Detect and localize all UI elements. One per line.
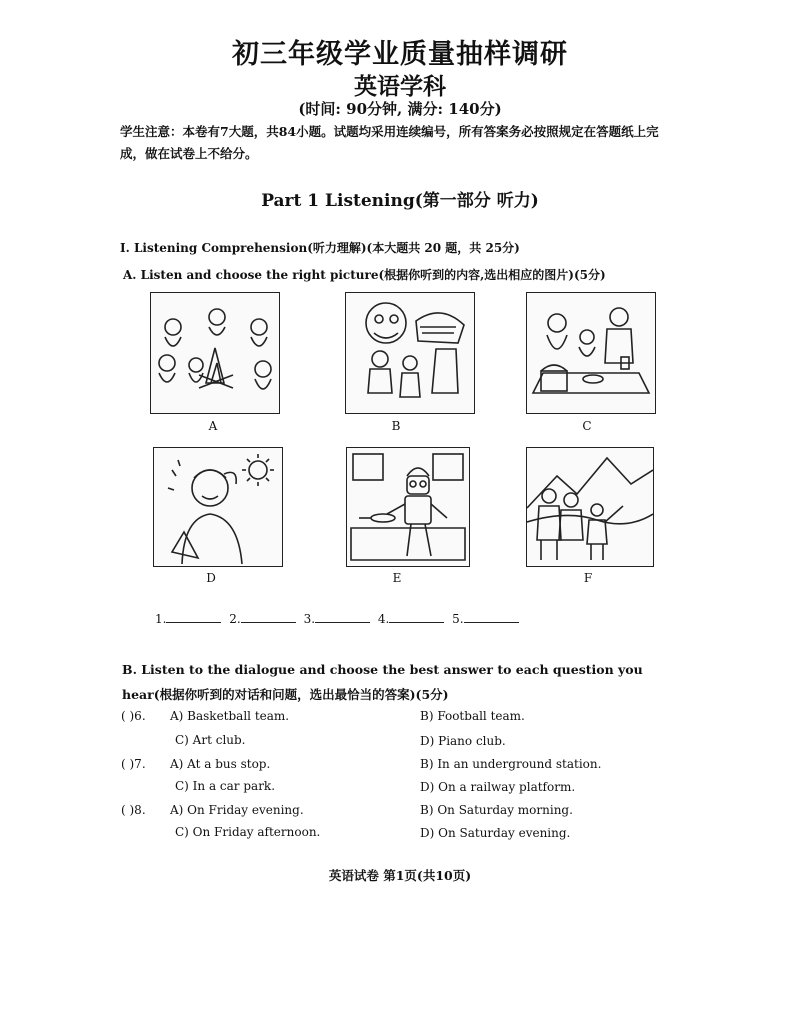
question-8-option-d: D) On Saturday evening. <box>420 826 571 840</box>
question-7-option-b: B) In an underground station. <box>420 757 602 771</box>
blank-label-4: 4. <box>377 612 390 626</box>
page-footer: 英语试卷 第1页(共10页) <box>328 868 472 883</box>
picture-label-b: B <box>391 419 401 433</box>
question-7-option-a: A) At a bus stop. <box>170 757 271 771</box>
question-8-option-c: C) On Friday afternoon. <box>175 825 321 839</box>
answer-blanks <box>155 610 523 626</box>
campfire-children-picture <box>150 292 280 414</box>
family-picnic-picture <box>526 292 656 414</box>
exam-title: 初三年级学业质量抽样调研 <box>232 39 568 70</box>
question-6-number: ( )6. <box>121 709 146 723</box>
lion-dance-picture <box>345 292 475 414</box>
picture-label-c: C <box>582 419 592 433</box>
blank-label-1: 1. <box>155 612 167 626</box>
blank-label-3: 3. <box>303 612 316 626</box>
answer-blank-1[interactable] <box>166 610 221 623</box>
question-6-option-b: B) Football team. <box>420 709 525 723</box>
subject-title: 英语学科 <box>354 73 446 100</box>
blank-label-5: 5. <box>452 612 464 626</box>
answer-blank-2[interactable] <box>241 610 296 623</box>
answer-blank-5[interactable] <box>464 610 519 623</box>
picture-label-f: F <box>583 571 593 585</box>
section-a-title: A. Listen and choose the right picture(根据你听到的内容,选出相应的图片)(5分) <box>123 268 606 282</box>
question-8-number: ( )8. <box>121 803 146 817</box>
picture-label-a: A <box>208 419 218 433</box>
section-b-title: B. Listen to the dialogue and choose the best answer to each question you hear(根据你听到的对话和问题，选出最恰当的答案)(5分) <box>122 662 643 702</box>
mountain-hikers-picture <box>526 447 654 567</box>
section-i-title: I. Listening Comprehension(听力理解)(本大题共 20 题，共 25分) <box>120 241 520 255</box>
part1-title: Part 1 Listening(第一部分 听力) <box>261 191 539 211</box>
picture-label-e: E <box>392 571 402 585</box>
question-7-number: ( )7. <box>121 757 146 771</box>
question-6-option-c: C) Art club. <box>175 733 246 747</box>
answer-blank-3[interactable] <box>315 610 370 623</box>
time-info: (时间: 90分钟, 满分: 140分) <box>298 100 502 118</box>
question-8-option-a: A) On Friday evening. <box>170 803 304 817</box>
robot-chef-picture <box>346 447 470 567</box>
question-7-option-d: D) On a railway platform. <box>420 780 576 794</box>
question-6-option-d: D) Piano club. <box>420 734 506 748</box>
question-8-option-b: B) On Saturday morning. <box>420 803 573 817</box>
answer-blank-4[interactable] <box>389 610 444 623</box>
blank-label-2: 2. <box>229 612 241 626</box>
question-6-option-a: A) Basketball team. <box>170 709 290 723</box>
hot-weather-fan-picture <box>153 447 283 567</box>
question-7-option-c: C) In a car park. <box>175 779 276 793</box>
student-notice: 学生注意：本卷有7大题，共84小题。试题均采用连续编号，所有答案务必按照规定在答题纸上完成，做在试卷上不给分。 <box>120 124 659 161</box>
picture-label-d: D <box>206 571 216 585</box>
